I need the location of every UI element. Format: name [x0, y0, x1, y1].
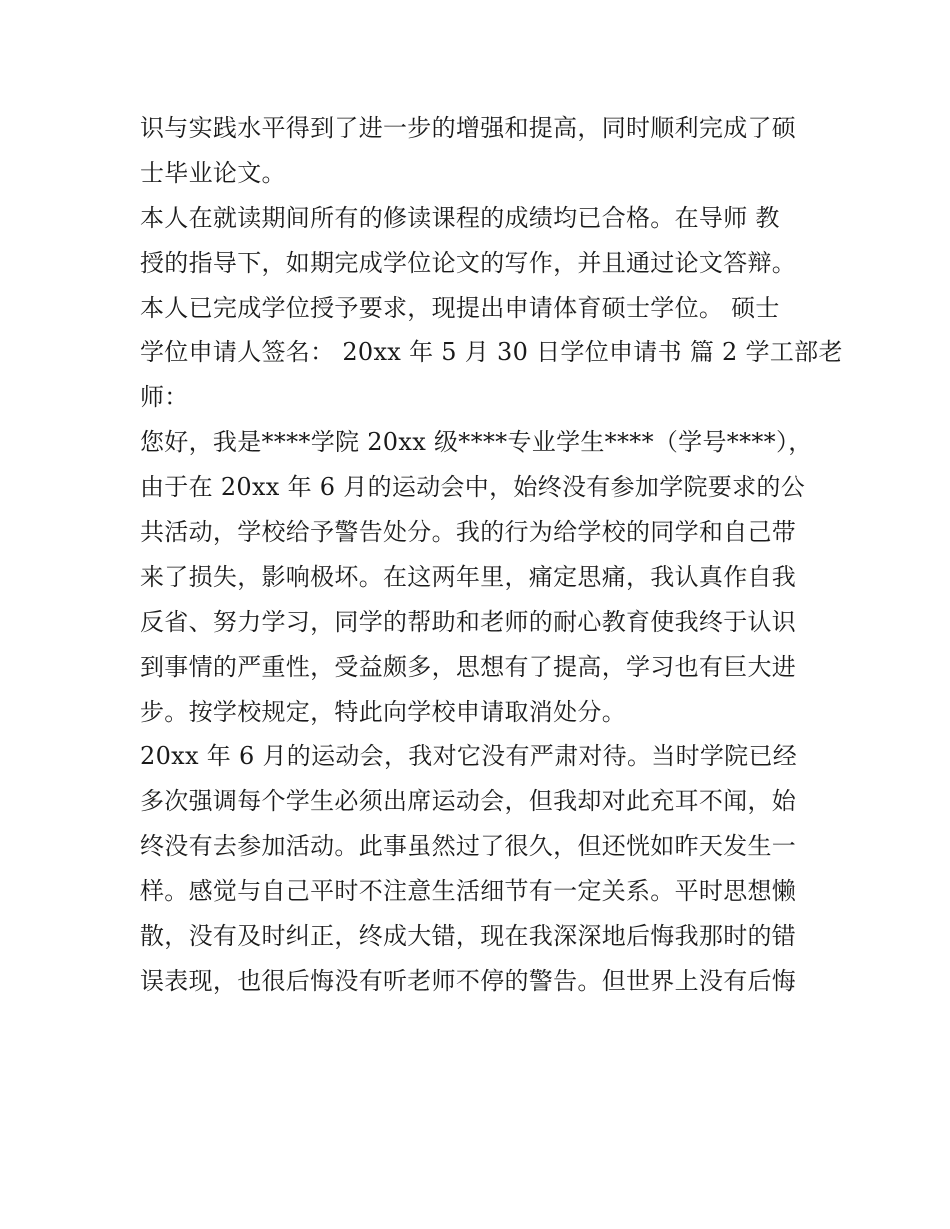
- text-line: 来了损失，影响极坏。在这两年里，痛定思痛，我认真作自我: [140, 562, 797, 591]
- text-line: 由于在 20xx 年 6 月的运动会中，始终没有参加学院要求的公: [140, 473, 805, 502]
- text-line: 反省、努力学习，同学的帮助和老师的耐心教育使我终于认识: [140, 607, 797, 636]
- text-line: 步。按学校规定，特此向学校申请取消处分。: [140, 697, 626, 726]
- text-line: 士毕业论文。: [140, 158, 286, 187]
- text-line: 授的指导下，如期完成学位论文的写作，并且通过论文答辩。: [140, 248, 797, 277]
- text-line: 样。感觉与自己平时不注意生活细节有一定关系。平时思想懒: [140, 877, 797, 906]
- text-line: 识与实践水平得到了进一步的增强和提高，同时顺利完成了硕: [140, 114, 797, 142]
- text-line: 多次强调每个学生必须出席运动会，但我却对此充耳不闻，始: [140, 787, 797, 816]
- text-line: 误表现，也很后悔没有听老师不停的警告。但世界上没有后悔: [140, 966, 797, 995]
- text-line: 共活动，学校给予警告处分。我的行为给学校的同学和自己带: [140, 518, 797, 547]
- text-line: 终没有去参加活动。此事虽然过了很久，但还恍如昨天发生一: [140, 832, 797, 861]
- text-line: 本人已完成学位授予要求，现提出申请体育硕士学位。 硕士: [140, 293, 780, 322]
- text-line: 20xx 年 6 月的运动会，我对它没有严肃对待。当时学院已经: [140, 742, 798, 771]
- text-line: 散，没有及时纠正，终成大错，现在我深深地后悔我那时的错: [140, 922, 797, 951]
- text-line: 师：: [140, 383, 189, 412]
- text-line: 学位申请人签名： 20xx 年 5 月 30 日学位申请书 篇 2 学工部老: [140, 338, 843, 367]
- text-line: 您好，我是****学院 20xx 级****专业学生****（学号****），: [140, 428, 813, 457]
- text-line: 到事情的严重性，受益颇多，思想有了提高，学习也有巨大进: [140, 652, 797, 681]
- body-text: [140, 106, 843, 1004]
- text-line: 本人在就读期间所有的修读课程的成绩均已合格。在导师 教: [140, 203, 780, 232]
